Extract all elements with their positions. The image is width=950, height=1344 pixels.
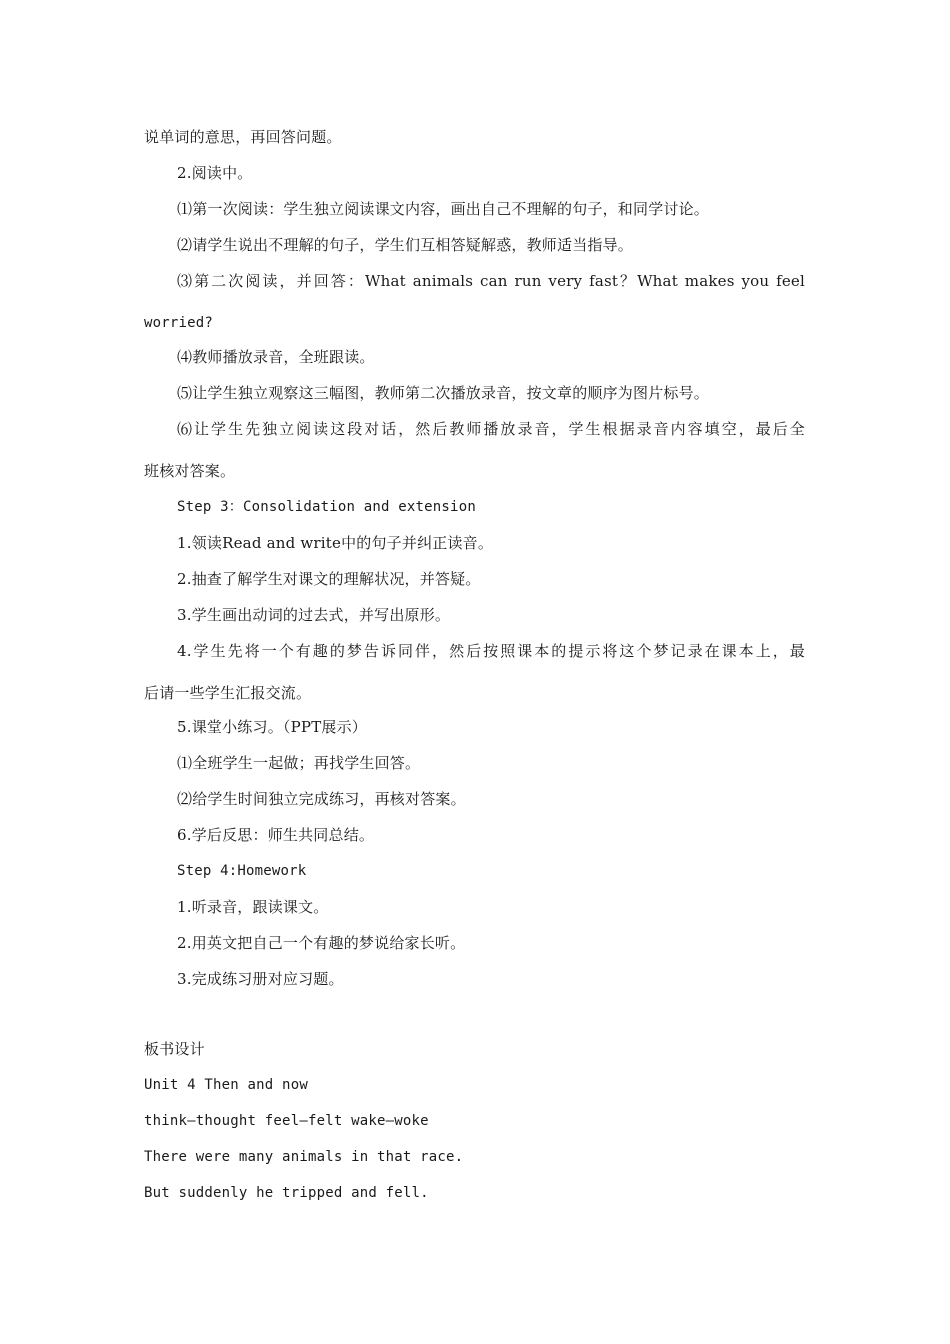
text-line: 说单词的意思，再回答问题。 <box>144 128 342 146</box>
text-line: ⑸让学生独立观察这三幅图，教师第二次播放录音，按文章的顺序为图片标号。 <box>177 384 710 402</box>
text-line: 3.完成练习册对应习题。 <box>177 970 344 988</box>
text-line: 6.学后反思：师生共同总结。 <box>177 826 375 844</box>
text-line: ⑵请学生说出不理解的句子，学生们互相答疑解惑，教师适当指导。 <box>177 236 634 254</box>
text-line: ⑹让学生先独立阅读这段对话，然后教师播放录音，学生根据录音内容填空，最后全 <box>177 420 805 438</box>
text-line: But suddenly he tripped and fell. <box>144 1185 429 1201</box>
text-line: ⑵给学生时间独立完成练习，再核对答案。 <box>177 790 466 808</box>
text-line: Unit 4 Then and now <box>144 1077 308 1093</box>
text-line: 2.阅读中。 <box>177 164 253 182</box>
text-line: ⑴全班学生一起做；再找学生回答。 <box>177 754 421 772</box>
text-line: 4.学生先将一个有趣的梦告诉同伴，然后按照课本的提示将这个梦记录在课本上，最 <box>177 642 805 660</box>
text-line: 后请一些学生汇报交流。 <box>144 684 312 702</box>
text-line: ⑶第二次阅读，并回答：What animals can run very fast？What makes you feel <box>177 272 805 290</box>
text-line: 5.课堂小练习。（PPT展示） <box>177 718 368 736</box>
text-line: worried? <box>144 315 214 331</box>
text-line: Step 3：Consolidation and extension <box>177 499 476 515</box>
text-line: 3.学生画出动词的过去式，并写出原形。 <box>177 606 451 624</box>
text-line: ⑴第一次阅读：学生独立阅读课文内容，画出自己不理解的句子，和同学讨论。 <box>177 200 710 218</box>
text-line: 1.领读Read and write中的句子并纠正读音。 <box>177 534 494 552</box>
text-line: Step 4:Homework <box>177 863 307 879</box>
text-line: 2.抽查了解学生对课文的理解状况，并答疑。 <box>177 570 481 588</box>
text-line: ⑷教师播放录音，全班跟读。 <box>177 348 375 366</box>
text-line: 1.听录音，跟读课文。 <box>177 898 329 916</box>
text-line: 2.用英文把自己一个有趣的梦说给家长听。 <box>177 934 466 952</box>
text-line: There were many animals in that race. <box>144 1149 464 1165</box>
section-heading: 板书设计 <box>144 1040 205 1058</box>
text-line: 班核对答案。 <box>144 462 236 480</box>
text-line: think—thought feel—felt wake—woke <box>144 1113 429 1129</box>
